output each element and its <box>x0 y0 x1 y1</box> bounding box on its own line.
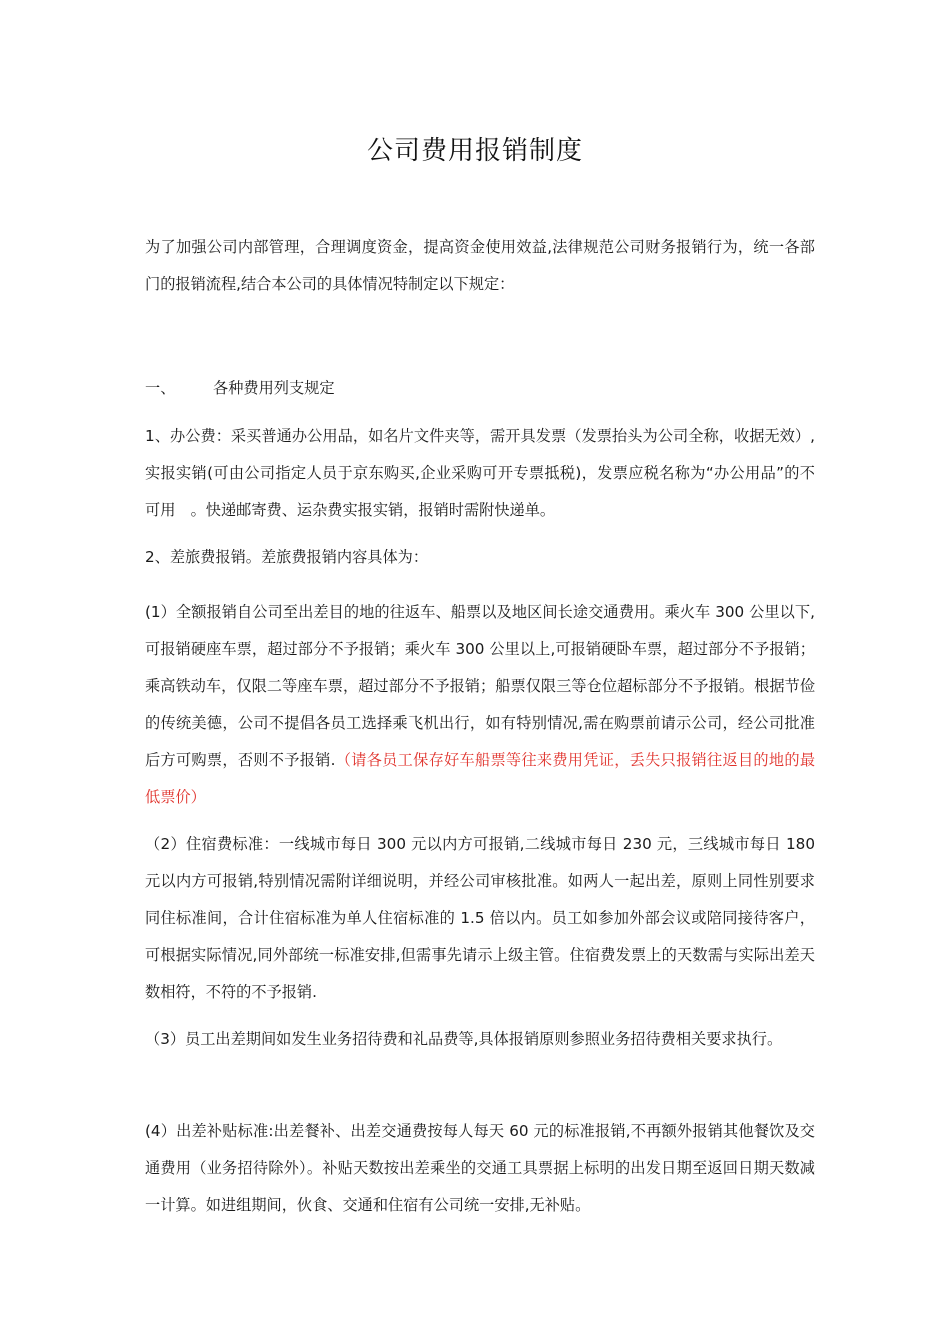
allowance-paragraph: (4）出差补贴标准:出差餐补、出差交通费按每人每天 60 元的标准报销,不再额外报销其他餐饮及交通费用（业务招待除外）。补贴天数按出差乘坐的交通工具票据上标明的出发日期至返回日期天数减一计算。如进组期间，伙食、交通和住宿有公司统一安排,无补贴。 <box>145 1122 815 1214</box>
lodging-paragraph: （2）住宿费标准：一线城市每日 300 元以内方可报销,二线城市每日 230 元，三线城市每日 180 元以内方可报销,特别情况需附详细说明，并经公司审核批准。如两人一起出差，原则上同性别要求同住标准间，合计住宿标准为单人住宿标准的 1.5 倍以内。员工如参加外部会议或陪同接待客户，可根据实际情况,同外部统一标准安排,但需事先请示上级主管。住宿费发票上的天数需与实际出差天数相符，不符的不予报销. <box>145 835 815 1001</box>
intro-paragraph: 为了加强公司内部管理，合理调度资金，提高资金使用效益,法律规范公司财务报销行为，统一各部门的报销流程,结合本公司的具体情况特制定以下规定： <box>145 238 815 293</box>
travel-expense-intro: 2、差旅费报销。差旅费报销内容具体为： <box>145 548 429 566</box>
entertainment-paragraph: （3）员工出差期间如发生业务招待费和礼品费等,具体报销原则参照业务招待费相关要求执行。 <box>145 1030 783 1048</box>
section-heading <box>145 376 335 400</box>
transport-paragraph <box>145 594 815 816</box>
page-title: 公司费用报销制度 <box>366 136 583 166</box>
transport-note-highlight: （请各员工保存好车船票等往来费用凭证，丢失只报销往返目的地的最低票价） <box>145 751 816 806</box>
transport-text: (1）全额报销自公司至出差目的地的往返车、船票以及地区间长途交通费用。乘火车 300 公里以下,可报销硬座车票，超过部分不予报销；乘火车 300 公里以上,可报销硬卧车票，超过部分不予报销；乘高铁动车，仅限二等座车票，超过部分不予报销；船票仅限三等仓位超标部分不予报销。根据节俭的传统美德，公司不提倡各员工选择乘飞机出行，如有特别情况,需在购票前请示公司，经公司批准后方可购票，否则不予报销. <box>145 603 815 769</box>
section-number: 一、 <box>145 379 176 397</box>
office-expense-paragraph: 1、办公费：采买普通办公用品，如名片文件夹等，需开具发票（发票抬头为公司全称，收据无效）,实报实销(可由公司指定人员于京东购买,企业采购可开专票抵税)，发票应税名称为“办公用品”的不可用 。快递邮寄费、运杂费实报实销，报销时需附快递单。 <box>145 427 815 519</box>
section-heading-text: 各种费用列支规定 <box>213 379 335 397</box>
